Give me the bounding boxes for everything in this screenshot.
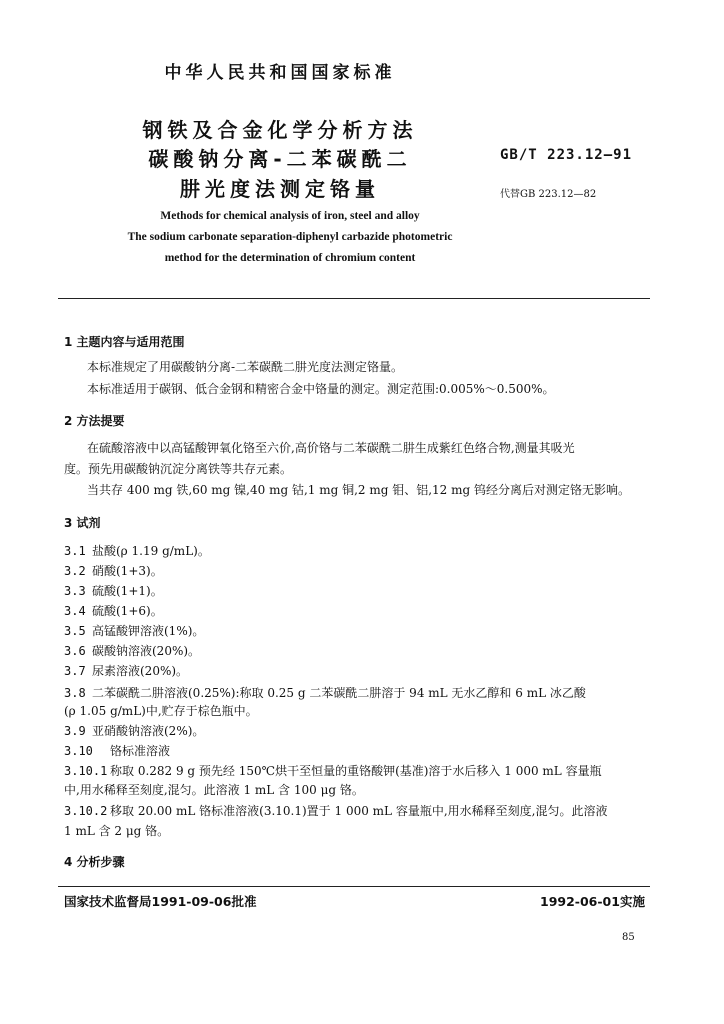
title-zh-line-3: 肼光度法测定铬量 bbox=[180, 177, 380, 201]
section-2-paragraph-1b: 度。预先用碳酸钠沉淀分离铁等共存元素。 bbox=[64, 462, 293, 476]
reagent-item bbox=[64, 642, 200, 659]
reagent-text: 硫酸(1+6)。 bbox=[92, 604, 163, 618]
reagent-text: 1 mL 含 2 μg 铬。 bbox=[64, 824, 170, 838]
reagent-item bbox=[64, 762, 602, 779]
page-number: 85 bbox=[622, 932, 635, 943]
reagent-text: 硫酸(1+1)。 bbox=[92, 584, 163, 598]
reagent-number: 3.5 bbox=[64, 624, 86, 638]
title-en-line-1: Methods for chemical analysis of iron, steel and alloy bbox=[160, 210, 420, 222]
section-2-paragraph-1a: 在硫酸溶液中以高锰酸钾氧化铬至六价,高价铬与二苯碳酰二肼生成紫红色络合物,测量其吸光 bbox=[87, 441, 575, 455]
reagent-item bbox=[64, 602, 163, 619]
title-en-line-3: method for the determination of chromium content bbox=[164, 252, 416, 264]
reagent-number: 3.8 bbox=[64, 686, 86, 700]
reagent-text: 中,用水稀释至刻度,混匀。此溶液 1 mL 含 100 μg 铬。 bbox=[64, 783, 364, 797]
section-1-heading: 1 主题内容与适用范围 bbox=[64, 335, 185, 349]
reagent-item bbox=[64, 662, 188, 679]
reagent-item bbox=[64, 582, 163, 599]
reagent-text: (ρ 1.05 g/mL)中,贮存于棕色瓶中。 bbox=[64, 704, 258, 718]
section-4-heading: 4 分析步骤 bbox=[64, 855, 125, 869]
reagent-item-continuation bbox=[64, 822, 169, 839]
reagent-number: 3.2 bbox=[64, 564, 86, 578]
reagent-number: 3.3 bbox=[64, 584, 86, 598]
reagent-item-continuation bbox=[64, 781, 364, 798]
title-en-line-2: The sodium carbonate separation-diphenyl carbazide photometric bbox=[127, 231, 453, 243]
section-2-paragraph-2: 当共存 400 mg 铁,60 mg 镍,40 mg 钴,1 mg 铜,2 mg 钼、铝,12 mg 钨经分离后对测定铬无影响。 bbox=[87, 483, 631, 497]
reagent-item bbox=[64, 802, 607, 819]
reagent-number: 3.4 bbox=[64, 604, 86, 618]
approval-date: 国家技术监督局1991-09-06批准 bbox=[64, 894, 257, 909]
reagent-item bbox=[64, 722, 204, 739]
reagent-item bbox=[64, 622, 204, 639]
reagent-number: 3.9 bbox=[64, 724, 86, 738]
title-zh-line-1: 钢铁及合金化学分析方法 bbox=[142, 118, 418, 142]
footer-divider bbox=[58, 886, 650, 887]
reagent-text: 盐酸(ρ 1.19 g/mL)。 bbox=[92, 544, 210, 558]
reagent-item bbox=[64, 742, 170, 759]
reagent-text: 二苯碳酰二肼溶液(0.25%):称取 0.25 g 二苯碳酰二肼溶于 94 mL 无水乙醇和 6 mL 冰乙酸 bbox=[92, 686, 586, 700]
title-zh-line-2: 碳酸钠分离-二苯碳酰二 bbox=[148, 147, 412, 171]
reagent-number: 3.10.2 bbox=[64, 804, 108, 818]
national-standard-title: 中华人民共和国国家标准 bbox=[164, 63, 396, 83]
reagent-item bbox=[64, 684, 586, 701]
reagent-item-continuation bbox=[64, 702, 258, 719]
reagent-text: 尿素溶液(20%)。 bbox=[92, 664, 189, 678]
reagent-number: 3.6 bbox=[64, 644, 86, 658]
reagent-item bbox=[64, 542, 210, 559]
header-divider bbox=[58, 298, 650, 299]
reagent-item bbox=[64, 562, 163, 579]
section-2-heading: 2 方法提要 bbox=[64, 414, 125, 428]
reagent-text: 碳酸钠溶液(20%)。 bbox=[92, 644, 201, 658]
reagent-text: 称取 0.282 9 g 预先经 150℃烘干至恒量的重铬酸钾(基准)溶于水后移入 1 000 mL 容量瓶 bbox=[110, 764, 602, 778]
reagent-number: 3.1 bbox=[64, 544, 86, 558]
reagent-number: 3.7 bbox=[64, 664, 86, 678]
effective-date: 1992-06-01实施 bbox=[540, 894, 645, 909]
replaces-code: 代替GB 223.12—82 bbox=[500, 189, 597, 200]
standard-code: GB/T 223.12—91 bbox=[500, 147, 633, 163]
section-1-paragraph-2: 本标准适用于碳钢、低合金钢和精密合金中铬量的测定。测定范围:0.005%～0.500%。 bbox=[87, 382, 555, 396]
reagent-text: 高锰酸钾溶液(1%)。 bbox=[92, 624, 205, 638]
reagent-text: 亚硝酸钠溶液(2%)。 bbox=[92, 724, 205, 738]
section-1-paragraph-1: 本标准规定了用碳酸钠分离-二苯碳酰二肼光度法测定铬量。 bbox=[87, 360, 404, 374]
section-3-heading: 3 试剂 bbox=[64, 516, 101, 530]
reagent-number: 3.10.1 bbox=[64, 764, 108, 778]
reagent-number: 3.10 bbox=[64, 744, 93, 758]
reagent-text: 移取 20.00 mL 铬标准溶液(3.10.1)置于 1 000 mL 容量瓶中,用水稀释至刻度,混匀。此溶液 bbox=[110, 804, 608, 818]
reagent-text: 硝酸(1+3)。 bbox=[92, 564, 163, 578]
reagent-text: 铬标准溶液 bbox=[110, 744, 171, 758]
